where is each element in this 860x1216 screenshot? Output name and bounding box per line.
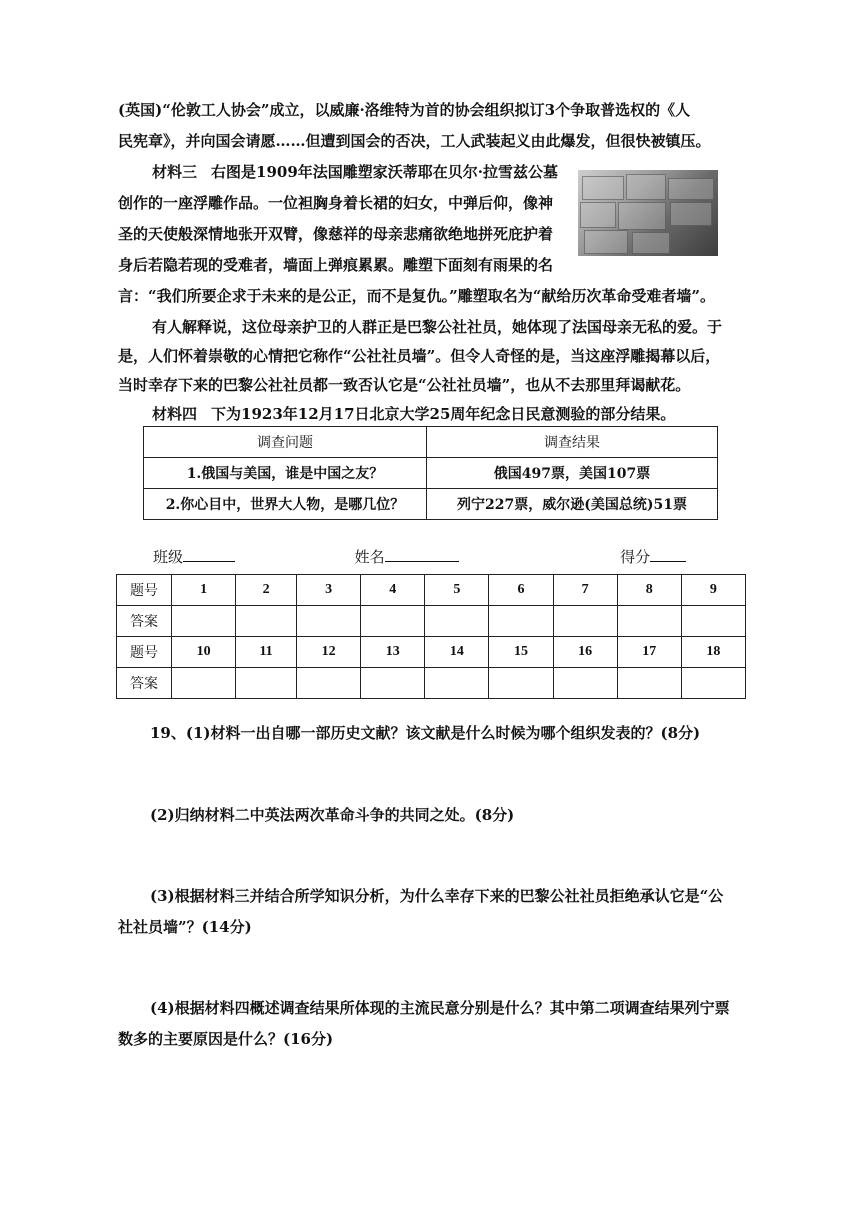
question-number: 9 [681,575,745,606]
material3-line-5: 言：“我们所要企求于未来的是公正，而不是复仇。”雕塑取名为“献给历次革命受难者墙”。 [118,287,716,305]
answer-cell[interactable] [617,668,681,699]
survey-header-question: 调查问题 [144,427,427,458]
question-number: 16 [553,637,617,668]
question-number: 15 [489,637,553,668]
question-19-1: 19、(1)材料一出自哪一部历史文献？该文献是什么时候为哪个组织发表的？(8分) [150,724,701,742]
question-number: 1 [172,575,236,606]
class-field[interactable] [183,545,235,562]
question-number: 2 [236,575,297,606]
survey-row [144,458,718,489]
question-19-3-line-2: 社社员墙”？(14分) [118,918,252,936]
material3-label: 材料三 [152,163,198,181]
answer-cell[interactable] [617,606,681,637]
material3-para2-line-3: 当时幸存下来的巴黎公社社员都一致否认它是“公社社员墙”，也从不去那里拜谒献花。 [118,376,691,394]
answer-grid [116,574,746,699]
answer-cell[interactable] [489,668,553,699]
class-label: 班级 [153,548,184,566]
intro-line-2: 民宪章》，并向国会请愿……但遭到国会的否决，工人武装起义由此爆发，但很快被镇压。 [118,132,711,150]
survey-table [143,426,718,520]
question-number: 3 [297,575,361,606]
answer-label: 答案 [117,668,172,699]
material3-line-3: 圣的天使般深情地张开双臂，像慈祥的母亲悲痛欲绝地拼死庇护着 [118,225,554,243]
answer-grid-question-row-2 [117,637,746,668]
material3-para2-line-2: 是，人们怀着崇敬的心情把它称作“公社社员墙”。但令人奇怪的是，当这座浮雕揭幕以后， [118,347,721,365]
survey-question: 2.你心目中，世界大人物，是哪几位？ [144,489,427,520]
question-number-label: 题号 [117,637,172,668]
answer-cell[interactable] [236,606,297,637]
intro-line-1: (英国)“伦敦工人协会”成立，以威廉·洛维特为首的协会组织拟订3个争取普选权的《人 [118,101,691,119]
answer-cell[interactable] [681,668,745,699]
material3-text-1: 右图是1909年法国雕塑家沃蒂耶在贝尔·拉雪兹公墓 [211,163,558,181]
name-label: 姓名 [354,548,385,566]
answer-cell[interactable] [172,668,236,699]
question-number-label: 题号 [117,575,172,606]
answer-cell[interactable] [361,606,425,637]
answer-cell[interactable] [489,606,553,637]
material4-text: 下为1923年12月17日北京大学25周年纪念日民意测验的部分结果。 [211,405,676,423]
student-info-row [153,543,753,572]
survey-result: 俄国497票，美国107票 [427,458,718,489]
survey-row [144,489,718,520]
question-number: 14 [425,637,489,668]
answer-cell[interactable] [297,606,361,637]
question-number: 12 [297,637,361,668]
survey-header-result: 调查结果 [427,427,718,458]
material3-line-4: 身后若隐若现的受难者，墙面上弹痕累累。雕塑下面刻有雨果的名 [118,256,554,274]
survey-result: 列宁227票，威尔逊(美国总统)51票 [427,489,718,520]
question-19-3-line-1: (3)根据材料三并结合所学知识分析，为什么幸存下来的巴黎公社社员拒绝承认它是“公 [150,887,724,905]
answer-cell[interactable] [236,668,297,699]
material3-line-2: 创作的一座浮雕作品。一位袒胸身着长裙的妇女，中弹后仰，像神 [118,194,554,212]
answer-cell[interactable] [553,606,617,637]
answer-label: 答案 [117,606,172,637]
question-number: 11 [236,637,297,668]
survey-header-row [144,427,718,458]
survey-question: 1.俄国与美国，谁是中国之友？ [144,458,427,489]
score-field[interactable] [650,545,686,562]
material3-para2-line-1: 有人解释说，这位母亲护卫的人群正是巴黎公社社员，她体现了法国母亲无私的爱。于 [152,318,723,336]
answer-cell[interactable] [172,606,236,637]
answer-cell[interactable] [361,668,425,699]
answer-cell[interactable] [425,668,489,699]
question-number: 18 [681,637,745,668]
question-number: 10 [172,637,236,668]
question-number: 13 [361,637,425,668]
question-number: 8 [617,575,681,606]
question-number: 4 [361,575,425,606]
question-number: 17 [617,637,681,668]
question-19-4-line-1: (4)根据材料四概述调查结果所体现的主流民意分别是什么？其中第二项调查结果列宁票 [150,999,730,1017]
answer-grid-answer-row-1 [117,606,746,637]
answer-cell[interactable] [425,606,489,637]
answer-cell[interactable] [297,668,361,699]
material3-line-1 [152,158,572,187]
answer-cell[interactable] [553,668,617,699]
answer-grid-question-row-1 [117,575,746,606]
question-number: 7 [553,575,617,606]
relief-sculpture-photo [578,170,718,256]
answer-grid-answer-row-2 [117,668,746,699]
material4-label: 材料四 [152,405,198,423]
material4-line [152,400,746,429]
question-number: 5 [425,575,489,606]
question-19-4-line-2: 数多的主要原因是什么？(16分) [118,1030,334,1048]
question-19-2: (2)归纳材料二中英法两次革命斗争的共同之处。(8分) [150,806,515,824]
question-number: 6 [489,575,553,606]
name-field[interactable] [385,545,459,562]
score-label: 得分 [620,548,651,566]
answer-cell[interactable] [681,606,745,637]
